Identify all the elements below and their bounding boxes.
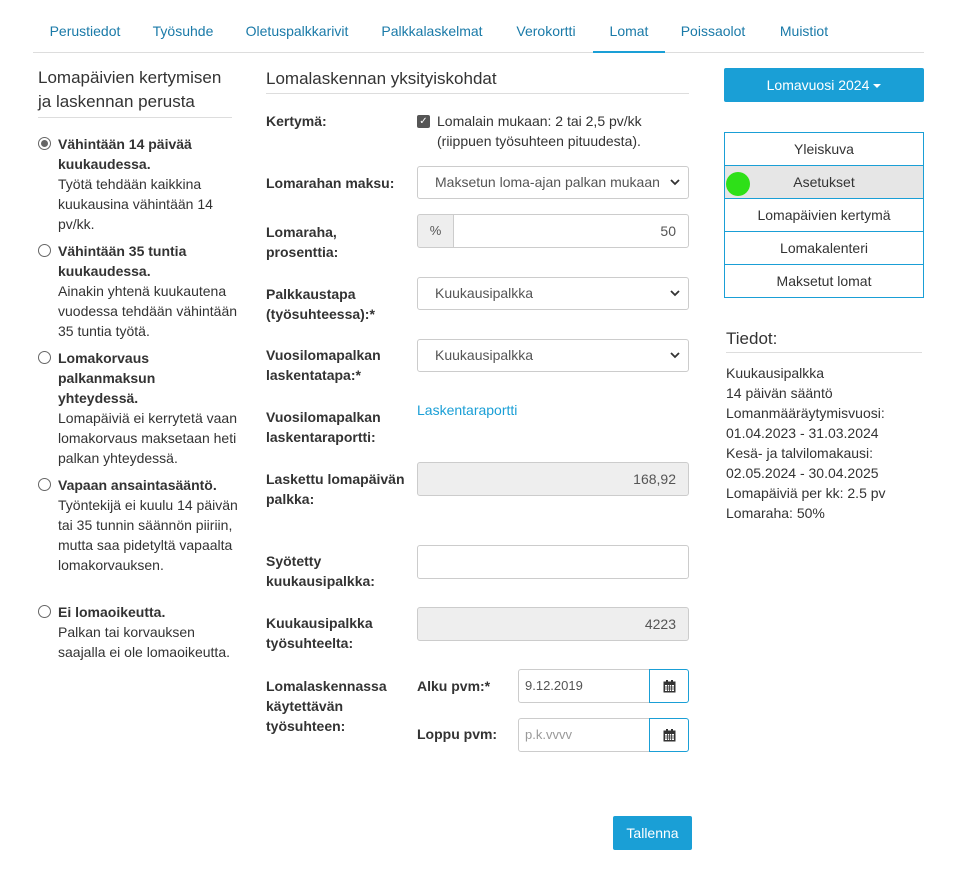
kertyma-checkbox[interactable]: ✓: [417, 115, 430, 128]
tab-oletuspalkkarivit[interactable]: Oletuspalkkarivit: [245, 23, 349, 39]
option-title: Vähintään 14 päivää kuukaudessa.: [58, 136, 192, 172]
info-line: 02.05.2024 - 30.04.2025: [726, 465, 879, 481]
tab-muistiot[interactable]: Muistiot: [779, 23, 829, 39]
option-title: Vähintään 35 tuntia kuukaudessa.: [58, 243, 187, 279]
nav-asetukset[interactable]: Asetukset: [724, 166, 924, 199]
option-title: Ei lomaoikeutta.: [58, 604, 166, 620]
holiday-year-dropdown[interactable]: [724, 68, 924, 102]
info-title: Tiedot:: [726, 328, 922, 353]
laskettu-value: 168,92: [417, 462, 689, 496]
tab-palkkalaskelmat[interactable]: Palkkalaskelmat: [381, 23, 483, 39]
loppu-pvm-label: Loppu pvm:: [417, 726, 498, 742]
radio-button[interactable]: [38, 137, 51, 150]
option-description: Työtä tehdään kaikkina kuukausina vähintään 14 pv/kk.: [58, 176, 213, 232]
tab-tyosuhde[interactable]: Työsuhde: [152, 23, 214, 39]
tab-perustiedot[interactable]: Perustiedot: [49, 23, 121, 39]
kk-palkka-label: Kuukausipalkka työsuhteelta:: [266, 615, 373, 651]
info-line: 01.04.2023 - 31.03.2024: [726, 425, 879, 441]
tab-bar: [33, 0, 924, 53]
option-description: Palkan tai korvauksen saajalla ei ole lomaoikeutta.: [58, 624, 230, 660]
option-title: Vapaan ansaintasääntö.: [58, 477, 217, 493]
lomaraha-label: Lomaraha, prosenttia:: [266, 224, 339, 260]
option-description: Työntekijä ei kuulu 14 päivän tai 35 tunnin säännön piiriin, mutta saa pidetyltä vapaalta lomakorvauksen.: [58, 497, 238, 573]
lomarahan-maksu-label: Lomarahan maksu:: [266, 175, 395, 191]
nav-lomapaivien-kertyma[interactable]: Lomapäivien kertymä: [724, 199, 924, 232]
caret-down-icon: [873, 84, 881, 88]
nav-yleiskuva[interactable]: Yleiskuva: [724, 132, 924, 166]
kertyma-checkbox-label: Lomalain mukaan: 2 tai 2,5 pv/kk (riippuen työsuhteen pituudesta).: [437, 113, 642, 149]
details-title: Lomalaskennan yksityiskohdat: [266, 68, 689, 94]
radio-button[interactable]: [38, 351, 51, 364]
alku-pvm-label: Alku pvm:*: [417, 678, 491, 694]
holiday-nav: [724, 132, 924, 298]
raportti-label: Vuosilomapalkan laskentaraportti:: [266, 409, 381, 445]
info-line: Kuukausipalkka: [726, 365, 825, 381]
loppu-pvm-input[interactable]: p.k.vvvv: [518, 718, 650, 752]
tab-verokortti[interactable]: Verokortti: [516, 23, 576, 39]
select-value: Kuukausipalkka: [435, 347, 534, 363]
nav-lomakalenteri[interactable]: Lomakalenteri: [724, 232, 924, 265]
lomarahan-maksu-select[interactable]: [417, 166, 689, 199]
kaytettava-label: Lomalaskennassa käytettävän työsuhteen:: [266, 678, 387, 734]
nav-maksetut-lomat[interactable]: Maksetut lomat: [724, 265, 924, 298]
chevron-down-icon: [670, 278, 680, 309]
palkkaustapa-label: Palkkaustapa (työsuhteessa):*: [266, 286, 375, 322]
calendar-icon: [663, 729, 676, 742]
laskettu-label: Laskettu lomapäivän palkka:: [266, 471, 405, 507]
chevron-down-icon: [670, 167, 680, 198]
info-panel: [726, 363, 926, 523]
radio-button[interactable]: [38, 478, 51, 491]
loppu-calendar-button[interactable]: [649, 718, 689, 752]
percent-addon: %: [417, 214, 454, 248]
accrual-basis-title: Lomapäivien kertymisen ja laskennan perusta: [38, 66, 232, 118]
chevron-down-icon: [670, 340, 680, 371]
radio-option-no-holiday-right[interactable]: [38, 602, 243, 662]
tab-poissaolot[interactable]: Poissaolot: [680, 23, 746, 39]
radio-button[interactable]: [38, 244, 51, 257]
laskentatapa-label: Vuosilomapalkan laskentatapa:*: [266, 347, 381, 383]
tab-lomat[interactable]: Lomat: [593, 0, 665, 53]
syotetty-label: Syötetty kuukausipalkka:: [266, 553, 375, 589]
cursor-indicator: [726, 172, 750, 196]
option-title: Lomakorvaus palkanmaksun yhteydessä.: [58, 350, 156, 406]
select-value: Maksetun loma-ajan palkan mukaan: [435, 174, 660, 190]
option-description: Lomapäiviä ei kerrytetä vaan lomakorvaus maksetaan heti palkan yhteydessä.: [58, 410, 237, 466]
save-button[interactable]: Tallenna: [613, 816, 692, 850]
radio-button[interactable]: [38, 605, 51, 618]
kk-palkka-value: 4223: [417, 607, 689, 641]
alku-calendar-button[interactable]: [649, 669, 689, 703]
syotetty-input[interactable]: [417, 545, 689, 579]
lomaraha-input[interactable]: 50: [453, 214, 689, 248]
palkkaustapa-select[interactable]: [417, 277, 689, 310]
alku-pvm-input[interactable]: 9.12.2019: [518, 669, 650, 703]
radio-option-holiday-compensation[interactable]: [38, 348, 238, 468]
info-line: Lomaraha: 50%: [726, 505, 825, 521]
laskentatapa-select[interactable]: [417, 339, 689, 372]
select-value: Kuukausipalkka: [435, 285, 534, 301]
laskentaraportti-link[interactable]: Laskentaraportti: [417, 402, 518, 418]
calendar-icon: [663, 680, 676, 693]
option-description: Ainakin yhtenä kuukautena vuodessa tehdään vähintään 35 tuntia työtä.: [58, 283, 238, 339]
kertyma-label: Kertymä:: [266, 113, 327, 129]
info-line: Kesä- ja talvilomakausi:: [726, 445, 874, 461]
info-line: Lomanmääräytymisvuosi:: [726, 405, 885, 421]
lomaraha-input-group: [417, 214, 689, 248]
radio-option-free-earning-rule[interactable]: [38, 475, 238, 575]
radio-option-14-days[interactable]: [38, 134, 238, 234]
info-line: 14 päivän sääntö: [726, 385, 833, 401]
radio-option-35-hours[interactable]: [38, 241, 238, 341]
info-line: Lomapäiviä per kk: 2.5 pv: [726, 485, 886, 501]
holiday-year-label: Lomavuosi 2024: [766, 77, 870, 93]
